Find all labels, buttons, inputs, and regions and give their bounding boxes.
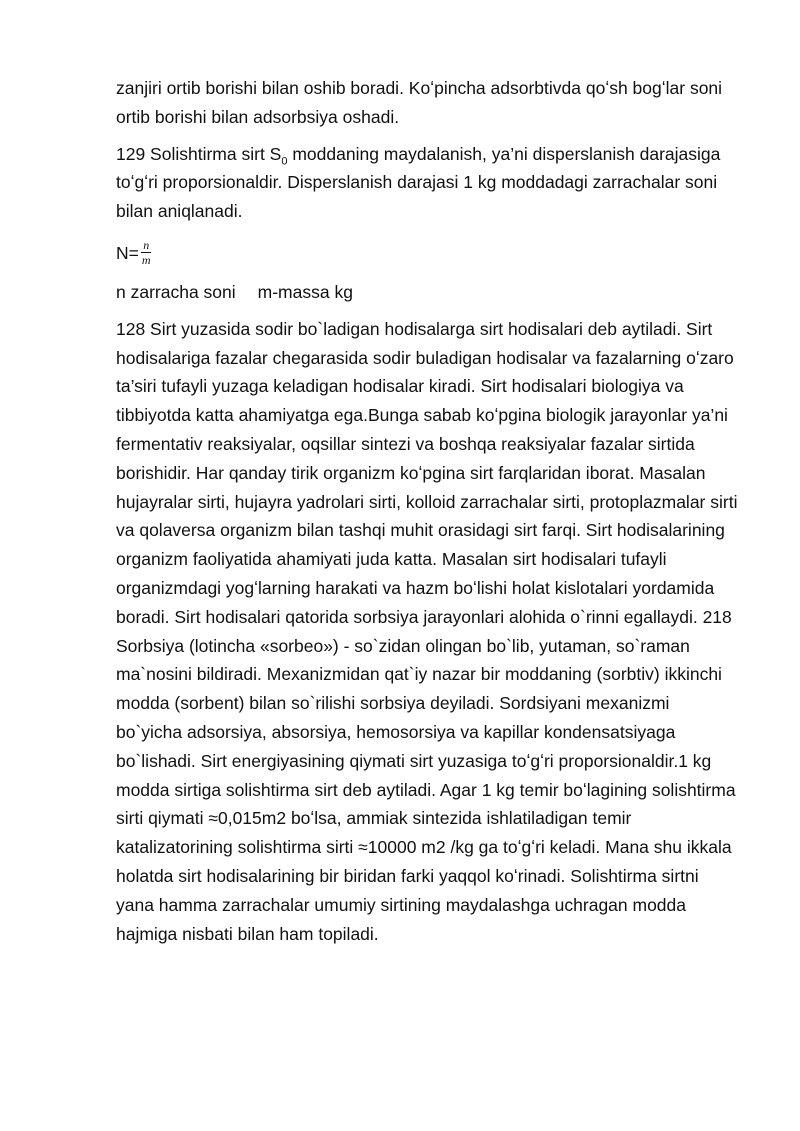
formula-lhs: N= xyxy=(116,242,139,263)
paragraph-continuation: zanjiri ortib borishi bilan oshib boradi. Koʻpincha adsorbtivda qoʻsh bogʻlar soni ortib borishi bilan adsorbsiya oshadi. xyxy=(116,78,723,127)
paragraph-text-start: 129 Solishtirma sirt S xyxy=(116,143,282,164)
paragraph-text-end: moddaning maydalanish, ya’ni disperslanish darajasiga toʻgʻri proporsionaldir. Disperslanish darajasi 1 kg moddadagi zarrachalar soni bilan aniqlanadi. xyxy=(116,143,721,222)
legend-n: n zarracha soni xyxy=(116,281,236,302)
legend-m: m-massa kg xyxy=(257,281,353,302)
formula-fraction xyxy=(140,238,153,267)
fraction-numerator: n xyxy=(143,238,150,253)
subscript-zero: 0 xyxy=(281,155,288,168)
formula xyxy=(116,234,740,272)
fraction-denominator: m xyxy=(141,253,151,268)
formula-legend xyxy=(116,278,740,307)
paragraph-specific-surface xyxy=(116,140,740,226)
paragraph-surface-phenomena: 128 Sirt yuzasida sodir bo`ladigan hodisalarga sirt hodisalari deb aytiladi. Sirt hodisalariga fazalar chegarasida sodir buladigan hodisalar va fazalarning oʻzaro ta’siri tufayli yuzaga keladigan hodisalar kiradi. Sirt hodisalari biologiya va tibbiyotda katta ahamiyatga ega.Bunga sabab koʻpgina biologik jarayonlar ya’ni fermentativ reaksiyalar, oqsillar sintezi va boshqa reaksiyalar fazalar sirtida borishidir. Har qanday tirik organizm koʻpgina sirt farqlaridan iborat. Masalan hujayralar sirti, hujayra yadrolari sirti, kolloid zarrachalar sirti, protoplazmalar sirti va qolaversa organizm bilan tashqi muhit orasidagi sirt farqi. Sirt hodisalarining organizm faoliyatida ahamiyati juda katta. Masalan sirt hodisalari tufayli organizmdagi yogʻlarning harakati va hazm boʻlishi holat kislotalari yordamida boradi. Sirt hodisalari qatorida sorbsiya jarayonlari alohida o`rinni egallaydi. 218 Sorbsiya (lotincha «sorbeo») - so`zidan olingan bo`lib, yutaman, so`raman ma`nosini bildiradi. Mexanizmidan qat`iy nazar bir moddaning (sorbtiv) ikkinchi modda (sorbent) bilan so`rilishi sorbsiya deyiladi. Sordsiyani mexanizmi bo`yicha adsorsiya, absorsiya, hemosorsiya va kapillar kondensatsiyaga bo`lishadi. Sirt energiyasining qiymati sirt yuzasiga toʻgʻri proporsionaldir.1 kg modda sirtiga solishtirma sirt deb aytiladi. Agar 1 kg temir boʻlagining solishtirma sirti qiymati ≈0,015m2 boʻlsa, ammiak sintezida ishlatiladigan temir katalizatorining solishtirma sirti ≈10000 m2 /kg ga toʻgʻri keladi. Mana shu ikkala holatda sirt hodisalarining bir biridan farki yaqqol koʻrinadi. Solishtirma sirtni yana hamma zarrachalar umumiy sirtining maydalashga uchragan modda hajmiga nisbati bilan ham topiladi. xyxy=(116,318,738,944)
